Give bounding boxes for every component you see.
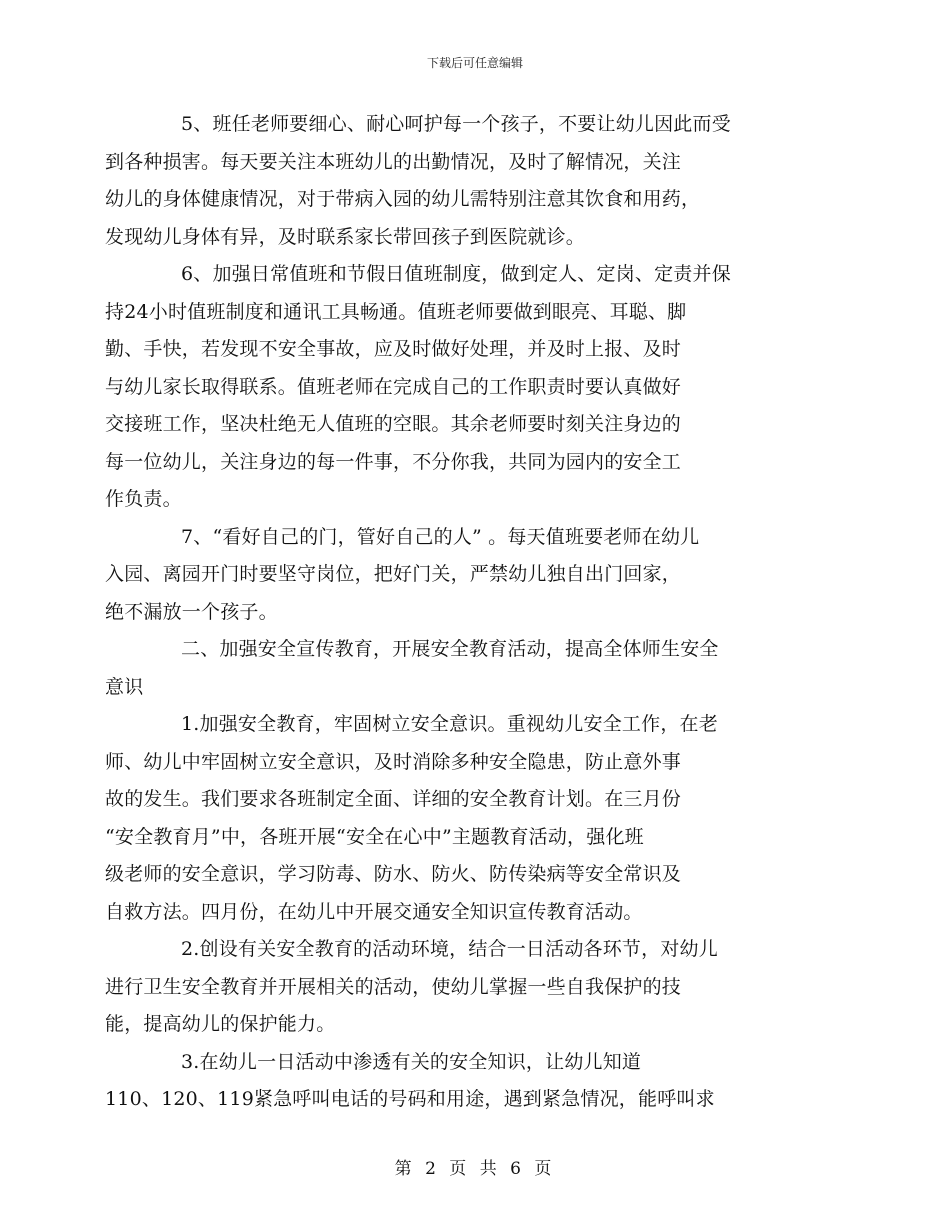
text-line: 作负责。 <box>105 488 182 510</box>
section-heading-2 <box>105 631 809 706</box>
text-line: 6、加强日常值班和节假日值班制度，做到定人、定岗、定责并保 <box>181 263 731 285</box>
text-line: 与幼儿家长取得联系。值班老师在完成自己的工作职责时要认真做好 <box>105 375 682 398</box>
paragraph-item-7 <box>105 519 809 632</box>
page-header: 下载后可任意编辑 <box>426 56 523 70</box>
text-line: 到各种损害。每天要关注本班幼儿的出勤情况，及时了解情况，关注 <box>105 150 682 173</box>
text-line: 3.在幼儿一日活动中渗透有关的安全知识，让幼儿知道 <box>181 1050 642 1073</box>
text-line: 自救方法。四月份，在幼儿中开展交通安全知识宣传教育活动。 <box>105 900 643 923</box>
text-line: 故的发生。我们要求各班制定全面、详细的安全教育计划。在三月份 <box>105 788 682 810</box>
page-footer: 第 2 页 共 6 页 <box>394 1159 556 1179</box>
text-line: 每一位幼儿，关注身边的每一件事，不分你我，共同为园内的安全工 <box>105 450 682 473</box>
paragraph-item-5 <box>105 106 809 256</box>
text-line: 入园、离园开门时要坚守岗位，把好门关，严禁幼儿独自出门回家， <box>105 563 682 585</box>
text-line: 意识 <box>105 675 144 698</box>
text-line: 持24小时值班制度和通讯工具畅通。值班老师要做到眼亮、耳聪、脚 <box>105 300 687 323</box>
text-line: 发现幼儿身体有异，及时联系家长带回孩子到医院就诊。 <box>105 225 586 248</box>
text-line: “安全教育月”中，各班开展“安全在心中”主题教育活动，强化班 <box>105 825 644 848</box>
paragraph-sub-2 <box>105 931 809 1044</box>
text-line: 勤、手快，若发现不安全事故，应及时做好处理，并及时上报、及时 <box>105 338 682 360</box>
paragraph-sub-1 <box>105 706 809 931</box>
paragraph-sub-3 <box>105 1044 809 1119</box>
text-line: 二、加强安全宣传教育，开展安全教育活动，提高全体师生安全 <box>181 638 719 660</box>
text-line: 幼儿的身体健康情况，对于带病入园的幼儿需特别注意其饮食和用药， <box>105 188 701 210</box>
text-line: 能，提高幼儿的保护能力。 <box>105 1013 336 1035</box>
text-line: 5、班任老师要细心、耐心呵护每一个孩子，不要让幼儿因此而受 <box>181 113 731 135</box>
text-line: 师、幼儿中牢固树立安全意识，及时消除多种安全隐患，防止意外事 <box>105 750 682 773</box>
paragraph-item-6 <box>105 256 809 519</box>
text-line: 交接班工作，坚决杜绝无人值班的空眼。其余老师要时刻关注身边的 <box>105 413 682 435</box>
document-body <box>105 106 809 1119</box>
text-line: 1.加强安全教育，牢固树立安全意识。重视幼儿安全工作，在老 <box>181 713 718 735</box>
text-line: 2.创设有关安全教育的活动环境，结合一日活动各环节，对幼儿 <box>181 938 718 960</box>
text-line: 110、120、119紧急呼叫电话的号码和用途，遇到紧急情况，能呼叫求 <box>105 1088 715 1110</box>
text-line: 级老师的安全意识，学习防毒、防水、防火、防传染病等安全常识及 <box>105 863 682 885</box>
text-line: 进行卫生安全教育并开展相关的活动，使幼儿掌握一些自我保护的技 <box>105 975 682 998</box>
text-line: 绝不漏放一个孩子。 <box>105 600 278 623</box>
text-line: 7、“看好自己的门，管好自己的人” 。每天值班要老师在幼儿 <box>181 525 700 548</box>
